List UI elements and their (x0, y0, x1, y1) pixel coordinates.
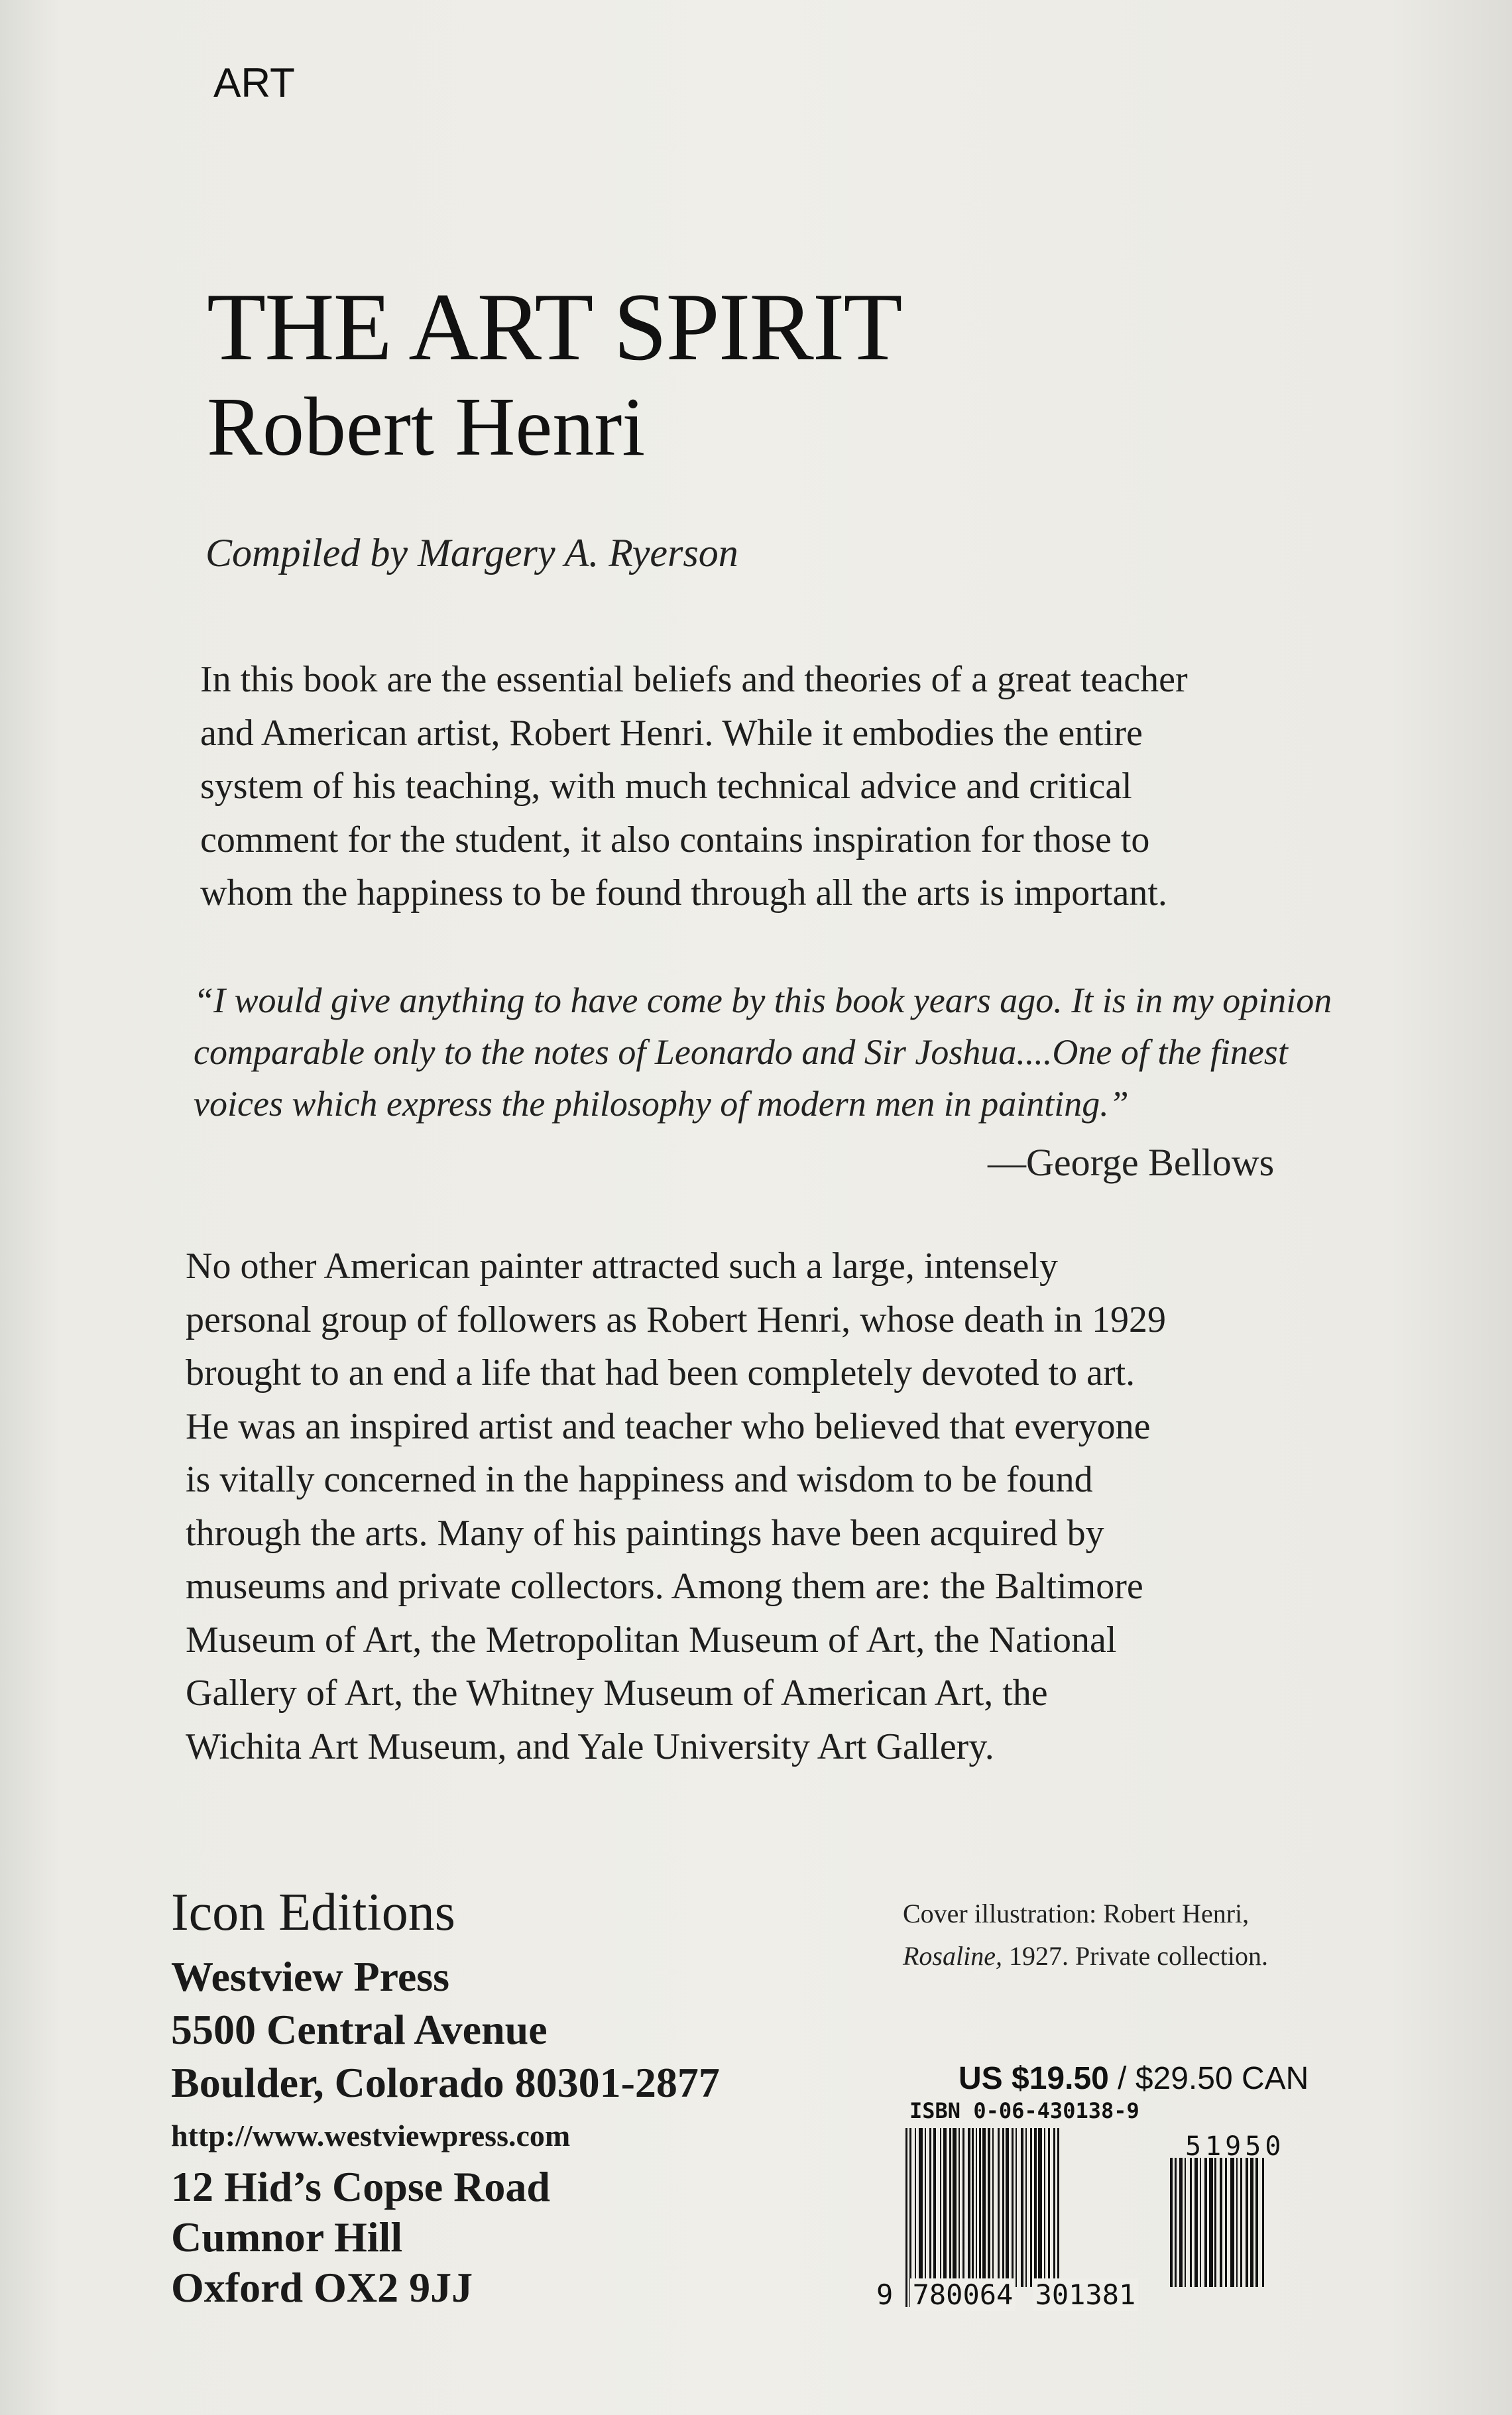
cover-credit (903, 1893, 1268, 1977)
price-label (959, 2060, 1308, 2097)
compiled-by: Compiled by Margery A. Ryerson (205, 531, 738, 575)
biography-line: personal group of followers as Robert Henri, whose death in 1929 (186, 1299, 1166, 1340)
biography-paragraph (186, 1240, 1166, 1773)
biography-line: through the arts. Many of his paintings have been acquired by (186, 1512, 1104, 1554)
description-line: whom the happiness to be found through all the arts is important. (200, 872, 1167, 913)
isbn-label: ISBN 0-06-430138-9 (909, 2098, 1139, 2123)
review-quote (194, 974, 1332, 1130)
cover-credit-line: Cover illustration: Robert Henri, (903, 1899, 1250, 1928)
description-line: system of his teaching, with much technical advice and critical (200, 766, 1132, 807)
publisher-uk-street: 12 Hid’s Copse Road (171, 2163, 550, 2210)
barcode-digits (876, 2278, 1138, 2311)
publisher-url: http://www.westviewpress.com (171, 2119, 571, 2152)
quote-attribution: —George Bellows (988, 1141, 1275, 1184)
publisher-city: Boulder, Colorado 80301-2877 (171, 2059, 720, 2106)
quote-line: voices which express the philosophy of modern men in painting.” (194, 1084, 1129, 1124)
can-price: / $29.50 CAN (1108, 2061, 1309, 2096)
description-paragraph (200, 653, 1188, 920)
publisher-street: 5500 Central Avenue (171, 2006, 548, 2053)
publisher-uk-area: Cumnor Hill (171, 2213, 403, 2261)
barcode-left-digits: 780064 (910, 2278, 1016, 2311)
addon-digits: 51950 (1185, 2131, 1285, 2162)
biography-line: No other American painter attracted such a large, intensely (186, 1246, 1058, 1287)
cover-credit-rest: 1927. Private collection. (1002, 1941, 1268, 1971)
description-line: and American artist, Robert Henri. While it embodies the entire (200, 712, 1143, 754)
publisher-name: Westview Press (171, 1953, 450, 2000)
biography-line: Gallery of Art, the Whitney Museum of American Art, the (186, 1673, 1048, 1714)
quote-line: comparable only to the notes of Leonardo and Sir Joshua....One of the finest (194, 1032, 1288, 1072)
quote-line: “I would give anything to have come by this book years ago. It is in my opinion (194, 980, 1332, 1020)
publisher-imprint: Icon Editions (171, 1883, 455, 1942)
us-price: US $19.50 (959, 2061, 1109, 2096)
barcode-addon-icon (1170, 2158, 1293, 2307)
biography-line: He was an inspired artist and teacher who believed that everyone (186, 1405, 1151, 1447)
biography-line: is vitally concerned in the happiness and wisdom to be found (186, 1459, 1093, 1500)
description-line: comment for the student, it also contains inspiration for those to (200, 819, 1150, 860)
biography-line: museums and private collectors. Among them are: the Baltimore (186, 1566, 1143, 1607)
cover-credit-line-2 (903, 1935, 1268, 1977)
biography-line: brought to an end a life that had been completely devoted to art. (186, 1352, 1135, 1393)
biography-line: Wichita Art Museum, and Yale University Art Gallery. (186, 1726, 994, 1767)
artwork-title: Rosaline, (903, 1941, 1002, 1971)
publisher-uk-city: Oxford OX2 9JJ (171, 2264, 473, 2311)
book-author: Robert Henri (207, 381, 646, 473)
description-line: In this book are the essential beliefs and theories of a great teacher (200, 659, 1188, 700)
biography-line: Museum of Art, the Metropolitan Museum of Art, the National (186, 1619, 1117, 1661)
category-label: ART (213, 60, 295, 106)
book-title: THE ART SPIRIT (207, 273, 901, 381)
barcode-right-digits: 301381 (1033, 2278, 1139, 2311)
barcode-prefix: 9 (876, 2278, 894, 2311)
